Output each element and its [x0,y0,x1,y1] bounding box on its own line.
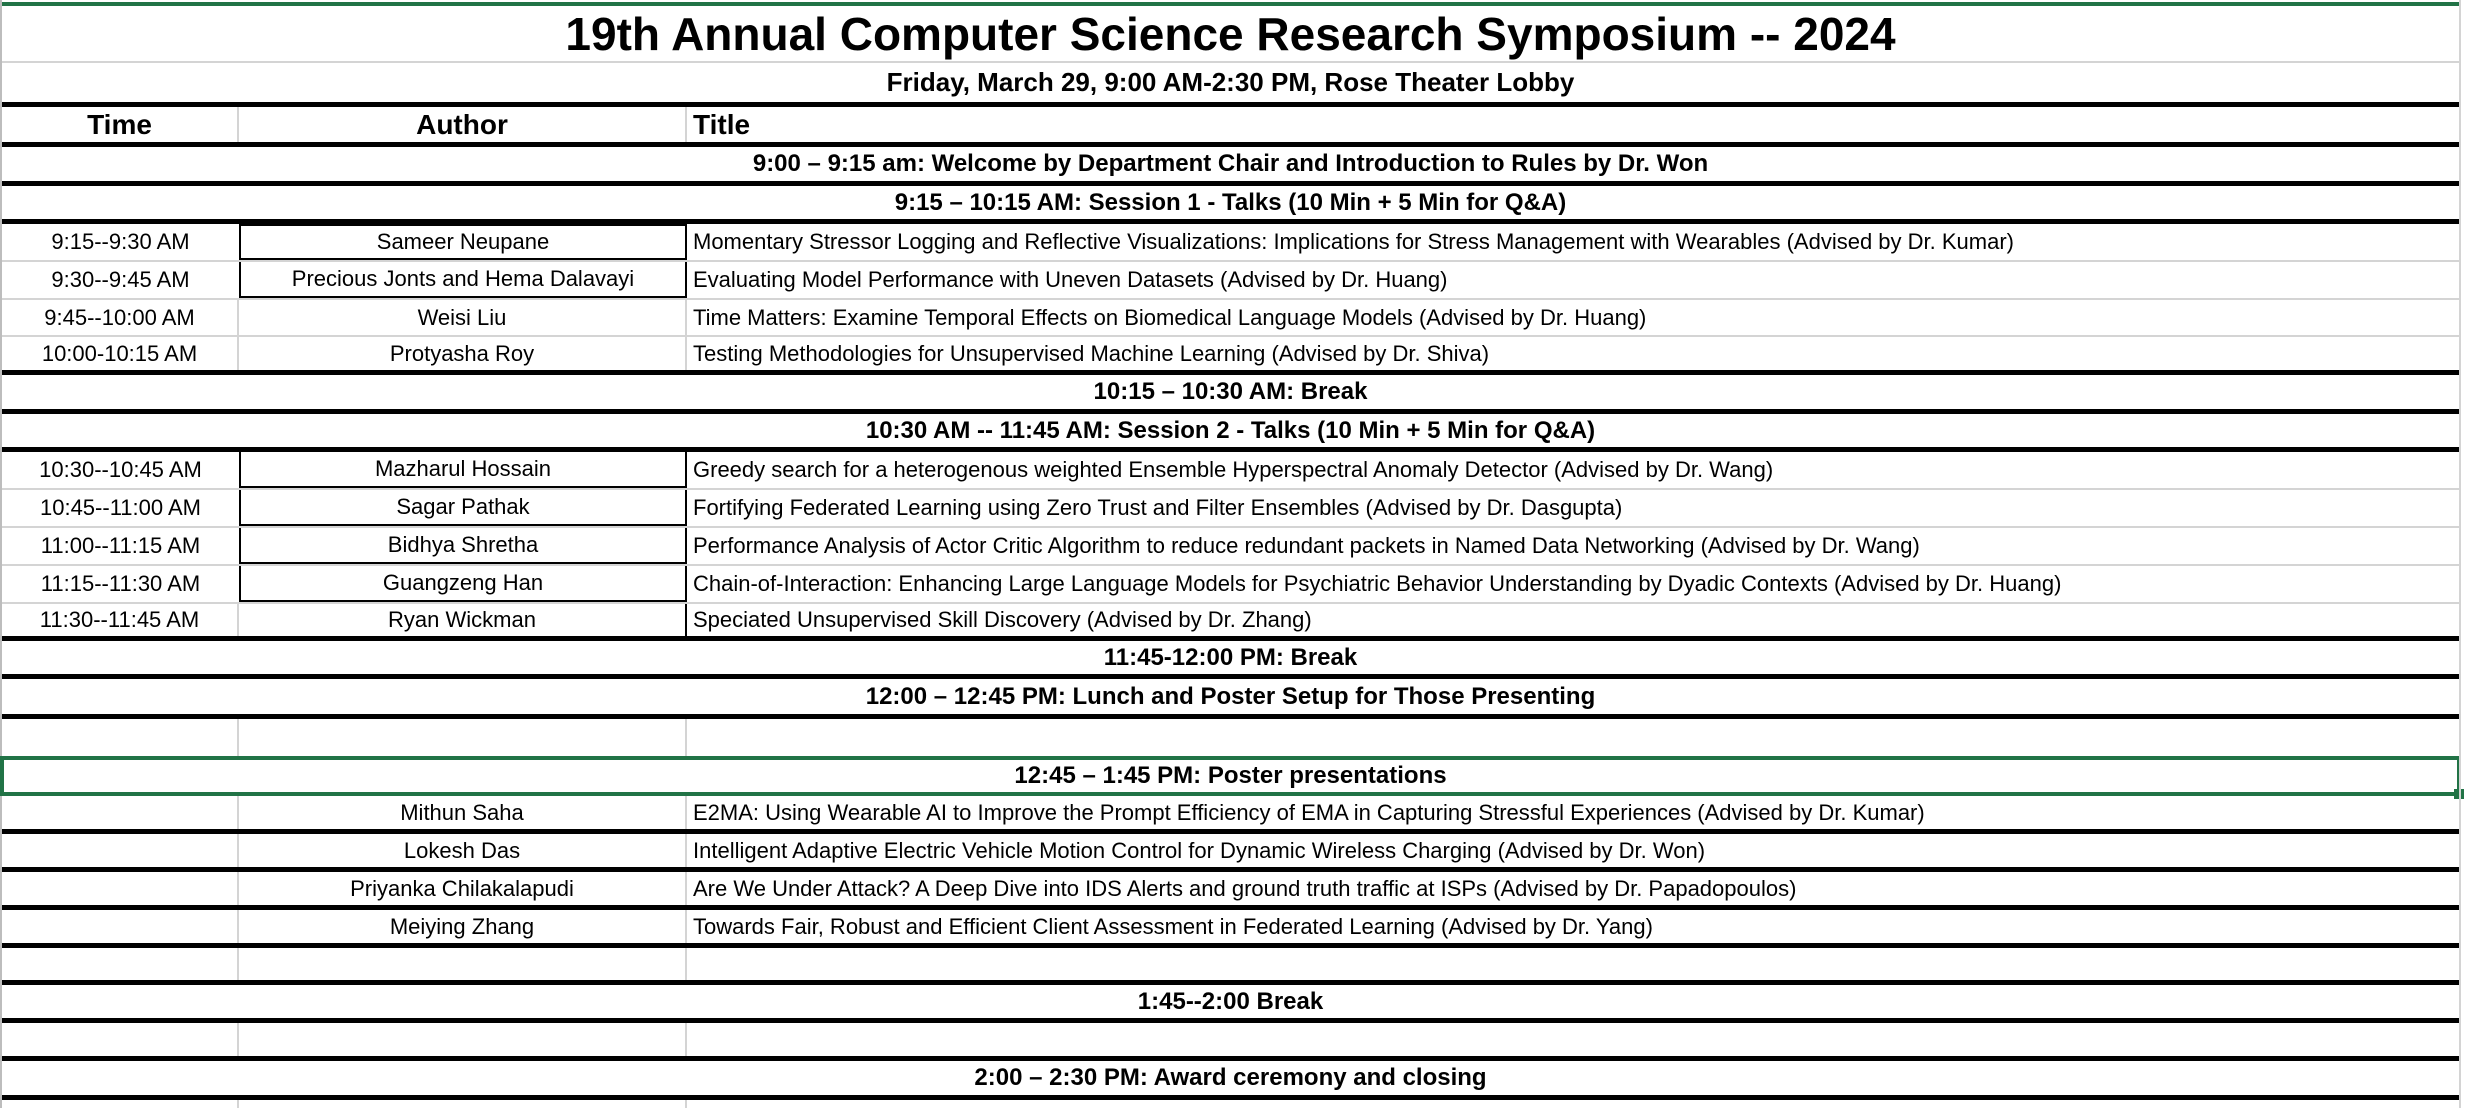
poster-author[interactable]: Mithun Saha [239,796,687,829]
table-row[interactable] [2,490,2459,528]
talk-time[interactable]: 9:45--10:00 AM [2,300,239,335]
talk-author[interactable]: Bidhya Shretha [239,528,687,564]
talk-author[interactable]: Protyasha Roy [239,337,687,370]
talk-author[interactable]: Sagar Pathak [239,490,687,526]
talk-author[interactable]: Ryan Wickman [239,604,687,636]
empty-cell[interactable] [687,1100,2459,1108]
table-row[interactable] [2,796,2459,834]
poster-author[interactable]: Priyanka Chilakalapudi [239,872,687,905]
poster-title[interactable]: Towards Fair, Robust and Efficient Client Assessment in Federated Learning (Advised by Dr. Yang) [693,913,1653,939]
talk-time[interactable]: 10:30--10:45 AM [39,457,202,482]
empty-cell[interactable] [2,719,239,756]
empty-cell[interactable] [687,948,2459,980]
talk-title[interactable]: Momentary Stressor Logging and Reflective Visualizations: Implications for Stress Management with Wearables (Advised by Dr. Kumar) [693,229,2014,254]
table-row[interactable] [2,872,2459,910]
table-row[interactable] [2,224,2459,262]
partial-row[interactable] [2,1100,2459,1108]
talk-author[interactable]: Precious Jonts and Hema Dalavayi [239,262,687,298]
talk-time[interactable]: 10:45--11:00 AM [39,495,202,520]
talk-author[interactable]: Sameer Neupane [239,224,687,260]
poster-title[interactable]: Are We Under Attack? A Deep Dive into IDS Alerts and ground truth traffic at ISPs (Advised by Dr. Papadopoulos) [693,875,1797,901]
session1-header: 9:15 – 10:15 AM: Session 1 - Talks (10 Min + 5 Min for Q&A) [894,188,1567,216]
poster-author[interactable]: Meiying Zhang [239,910,687,943]
empty-row[interactable] [2,719,2459,756]
break3-text: 1:45--2:00 Break [1137,987,1324,1015]
column-header-row[interactable] [2,107,2459,147]
column-header-time[interactable]: Time [2,107,239,142]
poster-header: 12:45 – 1:45 PM: Poster presentations [1014,762,1447,789]
poster-title[interactable]: E2MA: Using Wearable AI to Improve the Prompt Efficiency of EMA in Capturing Stressful Experiences (Advised by Dr. Kumar) [693,799,1925,825]
talk-title[interactable]: Testing Methodologies for Unsupervised Machine Learning (Advised by Dr. Shiva) [693,340,1490,366]
empty-cell[interactable] [687,1023,2459,1056]
session2-header: 10:30 AM -- 11:45 AM: Session 2 - Talks (10 Min + 5 Min for Q&A) [865,416,1596,444]
empty-cell[interactable] [239,1023,687,1056]
break2-text: 11:45-12:00 PM: Break [1103,643,1358,671]
talk-title[interactable]: Fortifying Federated Learning using Zero Trust and Filter Ensembles (Advised by Dr. Dasgupta) [693,495,1623,520]
column-header-title[interactable]: Title [693,108,751,140]
empty-cell[interactable] [239,948,687,980]
talk-time[interactable]: 11:30--11:45 AM [2,604,239,636]
lunch-row[interactable] [2,679,2459,719]
poster-author[interactable]: Lokesh Das [239,834,687,867]
event-subtitle: Friday, March 29, 9:00 AM-2:30 PM, Rose Theater Lobby [886,67,1575,97]
table-row[interactable] [2,910,2459,948]
poster-time[interactable] [2,796,239,829]
session2-header-row[interactable] [2,414,2459,452]
poster-header-row-selected[interactable] [0,756,2461,796]
empty-cell[interactable] [2,1100,239,1108]
poster-title[interactable]: Intelligent Adaptive Electric Vehicle Motion Control for Dynamic Wireless Charging (Advised by Dr. Won) [693,837,1706,863]
closing-text: 2:00 – 2:30 PM: Award ceremony and closing [974,1064,1487,1091]
empty-cell[interactable] [687,719,2459,756]
column-header-author[interactable]: Author [239,107,687,142]
poster-time[interactable] [2,910,239,943]
break2-row[interactable] [2,641,2459,679]
table-row[interactable] [2,604,2459,641]
empty-cell[interactable] [2,948,239,980]
empty-cell[interactable] [2,1023,239,1056]
table-row[interactable] [2,452,2459,490]
break3-row[interactable] [2,985,2459,1023]
empty-cell[interactable] [239,719,687,756]
talk-title[interactable]: Time Matters: Examine Temporal Effects on Biomedical Language Models (Advised by Dr. Huang) [693,304,1647,330]
table-row[interactable] [2,262,2459,300]
talk-author[interactable]: Mazharul Hossain [239,452,687,488]
welcome-row[interactable] [2,147,2459,186]
empty-row[interactable] [2,948,2459,985]
poster-time[interactable] [2,872,239,905]
session1-header-row[interactable] [2,186,2459,224]
talk-time[interactable]: 11:15--11:30 AM [40,571,201,596]
talk-title[interactable]: Greedy search for a heterogenous weighted Ensemble Hyperspectral Anomaly Detector (Advised by Dr. Wang) [693,457,1774,482]
talk-time[interactable]: 9:15--9:30 AM [51,229,190,254]
subtitle-row[interactable] [2,63,2459,107]
talk-time[interactable]: 11:00--11:15 AM [40,533,201,558]
empty-cell[interactable] [239,1100,687,1108]
talk-time[interactable]: 9:30--9:45 AM [51,267,190,292]
right-gridline [2459,0,2461,1108]
lunch-text: 12:00 – 12:45 PM: Lunch and Poster Setup for Those Presenting [865,682,1596,710]
poster-time[interactable] [2,834,239,867]
welcome-text: 9:00 – 9:15 am: Welcome by Department Chair and Introduction to Rules by Dr. Won [752,150,1709,177]
talk-title[interactable]: Speciated Unsupervised Skill Discovery (Advised by Dr. Zhang) [693,607,1312,632]
table-row[interactable] [2,528,2459,566]
empty-row[interactable] [2,1023,2459,1061]
break1-text: 10:15 – 10:30 AM: Break [1093,378,1368,405]
page-title: 19th Annual Computer Science Research Symposium -- 2024 [565,7,1896,60]
table-row[interactable] [2,834,2459,872]
talk-time[interactable]: 10:00-10:15 AM [2,337,239,370]
talk-title[interactable]: Evaluating Model Performance with Uneven Datasets (Advised by Dr. Huang) [693,267,1448,292]
talk-title[interactable]: Chain-of-Interaction: Enhancing Large Language Models for Psychiatric Behavior Understanding by Dyadic Contexts (Advised by Dr. Huang) [693,571,2062,596]
talk-author[interactable]: Weisi Liu [239,300,687,335]
closing-row[interactable] [2,1061,2459,1100]
table-row[interactable] [2,337,2459,375]
table-row[interactable] [2,300,2459,337]
talk-author[interactable]: Guangzeng Han [239,566,687,602]
title-row[interactable] [2,6,2459,63]
talk-title[interactable]: Performance Analysis of Actor Critic Algorithm to reduce redundant packets in Named Data Networking (Advised by Dr. Wang) [693,533,1920,558]
table-row[interactable] [2,566,2459,604]
break1-row[interactable] [2,375,2459,414]
